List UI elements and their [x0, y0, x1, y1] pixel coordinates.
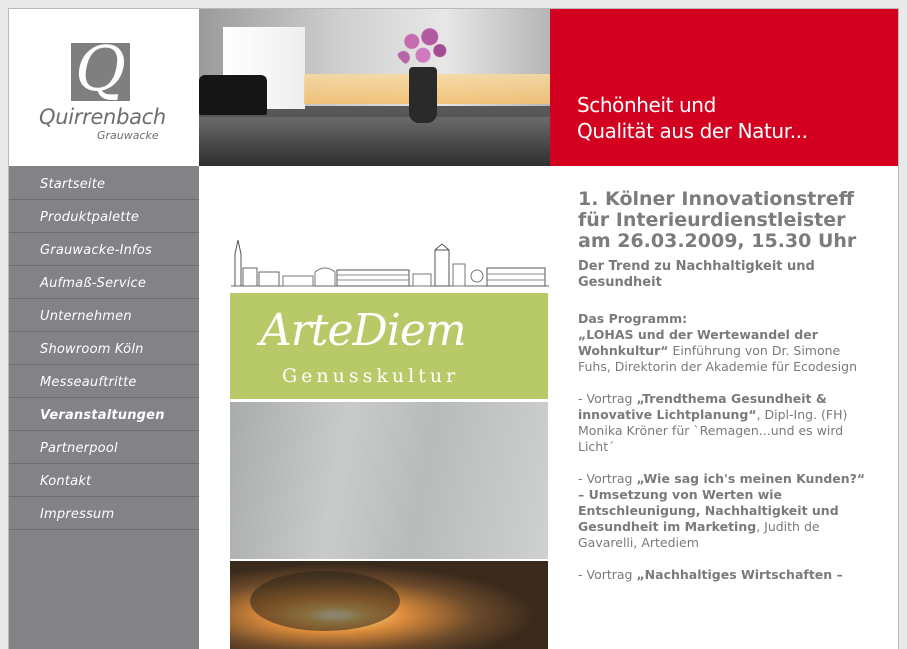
brand-name: Quirrenbach [39, 105, 166, 129]
program-item-3 [578, 471, 873, 551]
claim-line-1: Schönheit und [577, 93, 716, 117]
artediem-banner [230, 293, 548, 399]
nav-item-startseite[interactable]: Startseite [9, 168, 199, 200]
sunset-tree-image [230, 561, 548, 649]
program-item-3-title: „Wie sag ich's meinen Kunden?“ – Umsetzung von Werten wie Entschleunigung, Nachhaltigkeit und Gesundheit im Marketing [578, 471, 866, 534]
program-item-4-title: „Nachhaltiges Wirtschaften – [636, 567, 843, 582]
nav-item-showroom-koeln[interactable]: Showroom Köln [9, 333, 199, 365]
program-item-3-text: , Judith de Gavarelli, Artediem [578, 519, 820, 550]
cologne-skyline-image [231, 234, 549, 290]
nav-item-aufmass-service[interactable]: Aufmaß-Service [9, 267, 199, 299]
artediem-logo-script: ArteDiem [260, 305, 466, 356]
photo-vase [409, 67, 437, 123]
nav-item-impressum[interactable]: Impressum [9, 498, 199, 530]
nav-item-messeauftritte[interactable]: Messeauftritte [9, 366, 199, 398]
program-item-1-text: Einführung von Dr. Simone Fuhs, Direktorin der Akademie für Ecodesign [578, 343, 857, 374]
program-item-2 [578, 391, 873, 455]
claim-banner [550, 9, 898, 166]
program-item-2-title: „Trendthema Gesundheit & innovative Lichtplanung“ [578, 391, 827, 422]
article-title: 1. Kölner Innovationstreff für Interieurdienstleister am 26.03.2009, 15.30 Uhr [578, 188, 857, 252]
sidebar-nav [9, 166, 199, 649]
tree-silhouette [250, 571, 400, 631]
logo-letter: Q [75, 32, 126, 105]
photo-flowers [395, 23, 451, 69]
header-photo [199, 9, 550, 166]
program-item-3-prefix: - Vortrag [578, 471, 637, 486]
brand-sub: Grauwacke [97, 129, 159, 142]
program-item-2-text: , Dipl-Ing. (FH) Monika Kröner für `Remagen...und es wird Licht´ [578, 407, 848, 454]
article-subtitle: Der Trend zu Nachhaltigkeit und Gesundheit [578, 259, 815, 290]
program-item-2-prefix: - Vortrag [578, 391, 637, 406]
program-item-4 [578, 567, 873, 583]
program-heading: Das Programm: [578, 311, 688, 326]
program-item-4-prefix: - Vortrag [578, 567, 637, 582]
nav-item-kontakt[interactable]: Kontakt [9, 465, 199, 497]
nav-item-produktpalette[interactable]: Produktpalette [9, 201, 199, 233]
article [578, 189, 873, 599]
photo-sofa [199, 75, 267, 115]
page [8, 8, 899, 649]
logo-mark-icon [71, 32, 130, 105]
nav-item-unternehmen[interactable]: Unternehmen [9, 300, 199, 332]
stone-texture-image [230, 402, 548, 559]
artediem-subtitle: Genusskultur [282, 365, 460, 387]
logo[interactable] [9, 9, 199, 166]
program-intro [578, 311, 873, 375]
nav-item-veranstaltungen[interactable]: Veranstaltungen [9, 399, 199, 431]
nav-item-grauwacke-infos[interactable]: Grauwacke-Infos [9, 234, 199, 266]
nav-item-partnerpool[interactable]: Partnerpool [9, 432, 199, 464]
program-item-1-title: „LOHAS und der Wertewandel der Wohnkultur“ [578, 327, 818, 358]
claim-line-2: Qualität aus der Natur... [577, 119, 808, 143]
photo-floor [199, 117, 550, 166]
